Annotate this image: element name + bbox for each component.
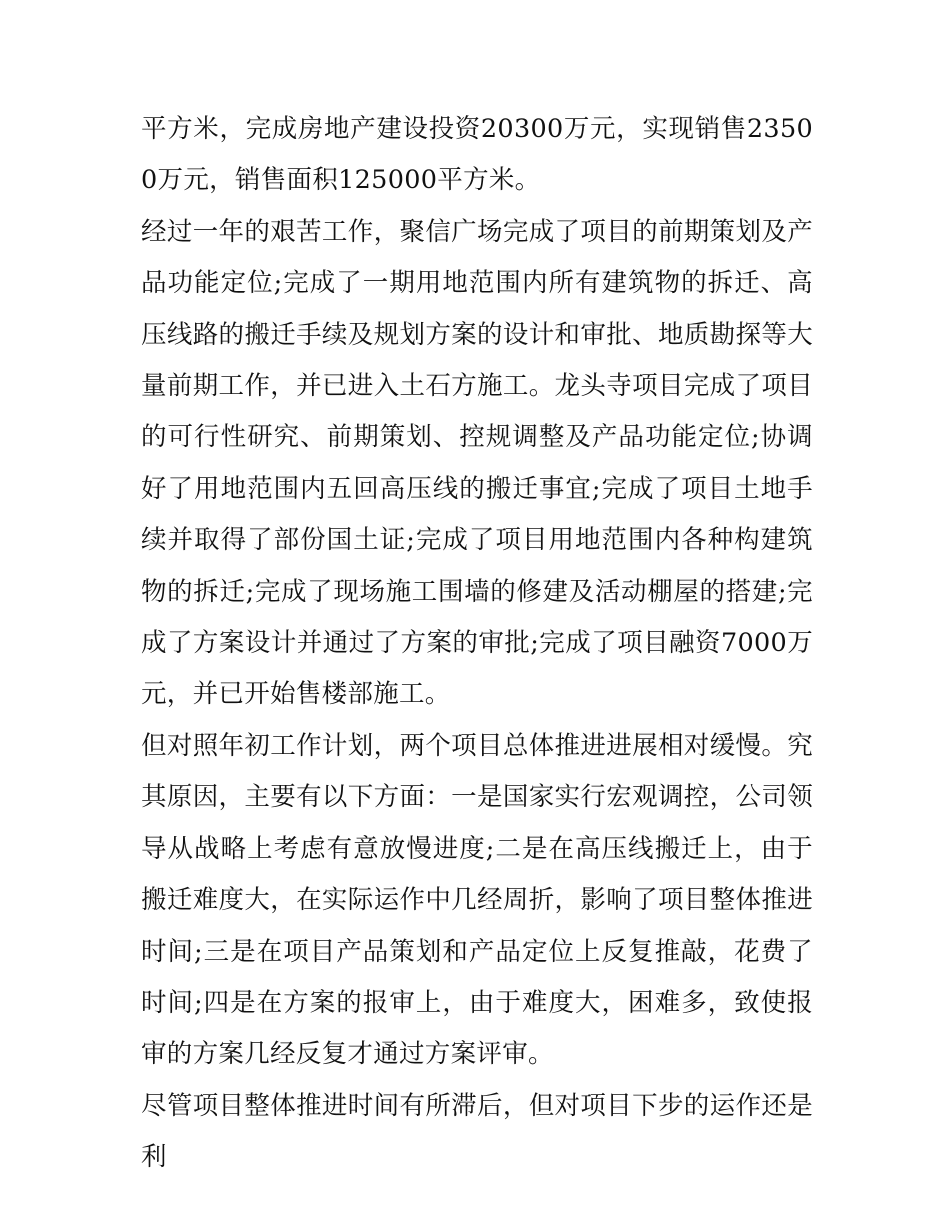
paragraph-2: 经过一年的艰苦工作，聚信广场完成了项目的前期策划及产品功能定位;完成了一期用地范围内所有建筑物的拆迁、高压线路的搬迁手续及规划方案的设计和审批、地质勘探等大量前期工作，并已进入土石方施工。龙头寺项目完成了项目的可行性研究、前期策划、控规调整及产品功能定位;协调好了用地范围内五回高压线的搬迁事宜;完成了项目土地手续并取得了部份国土证;完成了项目用地范围内各种构建筑物的拆迁;完成了现场施工围墙的修建及活动棚屋的搭建;完成了方案设计并通过了方案的审批;完成了项目融资7000万元，并已开始售楼部施工。 — [141, 216, 813, 710]
paragraph-3: 但对照年初工作计划，两个项目总体推进进展相对缓慢。究其原因，主要有以下方面：一是国家实行宏观调控，公司领导从战略上考虑有意放慢进度;二是在高压线搬迁上，由于搬迁难度大，在实际运作中几经周折，影响了项目整体推进时间;三是在项目产品策划和产品定位上反复推敲，花费了时间;四是在方案的报审上，由于难度大，困难多，致使报审的方案几经反复才通过方案评审。 — [141, 730, 813, 1070]
paragraph-1: 平方米，完成房地产建设投资20300万元，实现销售23500万元，销售面积125000平方米。 — [141, 114, 813, 196]
paragraph-4: 尽管项目整体推进时间有所滞后，但对项目下步的运作还是利 — [141, 1090, 813, 1173]
document-body — [141, 104, 813, 1184]
